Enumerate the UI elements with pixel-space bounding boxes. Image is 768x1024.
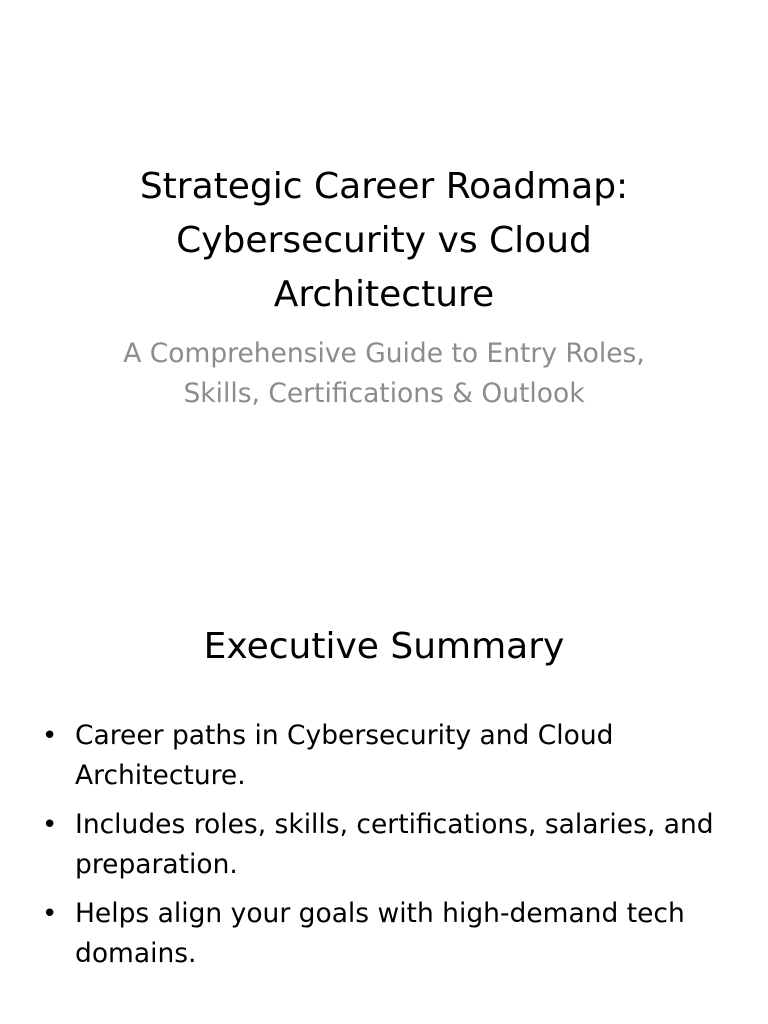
bullet-item: [38, 894, 728, 974]
title-slide: [0, 0, 768, 480]
bullet-text: Includes roles, skills, certifications, salaries, and preparation.: [75, 809, 714, 880]
bullet-list: [38, 716, 728, 983]
executive-summary-slide: [0, 576, 768, 1024]
slide-title: Executive Summary: [203, 626, 565, 667]
bullet-text: Career paths in Cybersecurity and Cloud Architecture.: [75, 720, 614, 791]
slide-title: Strategic Career Roadmap: Cybersecurity vs Cloud Architecture: [139, 166, 629, 315]
slide-subtitle: A Comprehensive Guide to Entry Roles, Skills, Certifications & Outlook: [123, 338, 645, 409]
bullet-item: [38, 805, 728, 885]
bullet-dot-icon: •: [42, 899, 58, 929]
bullet-item: [38, 716, 728, 796]
bullet-dot-icon: •: [42, 721, 58, 751]
bullet-dot-icon: •: [42, 810, 58, 840]
bullet-text: Helps align your goals with high-demand tech domains.: [75, 898, 685, 969]
